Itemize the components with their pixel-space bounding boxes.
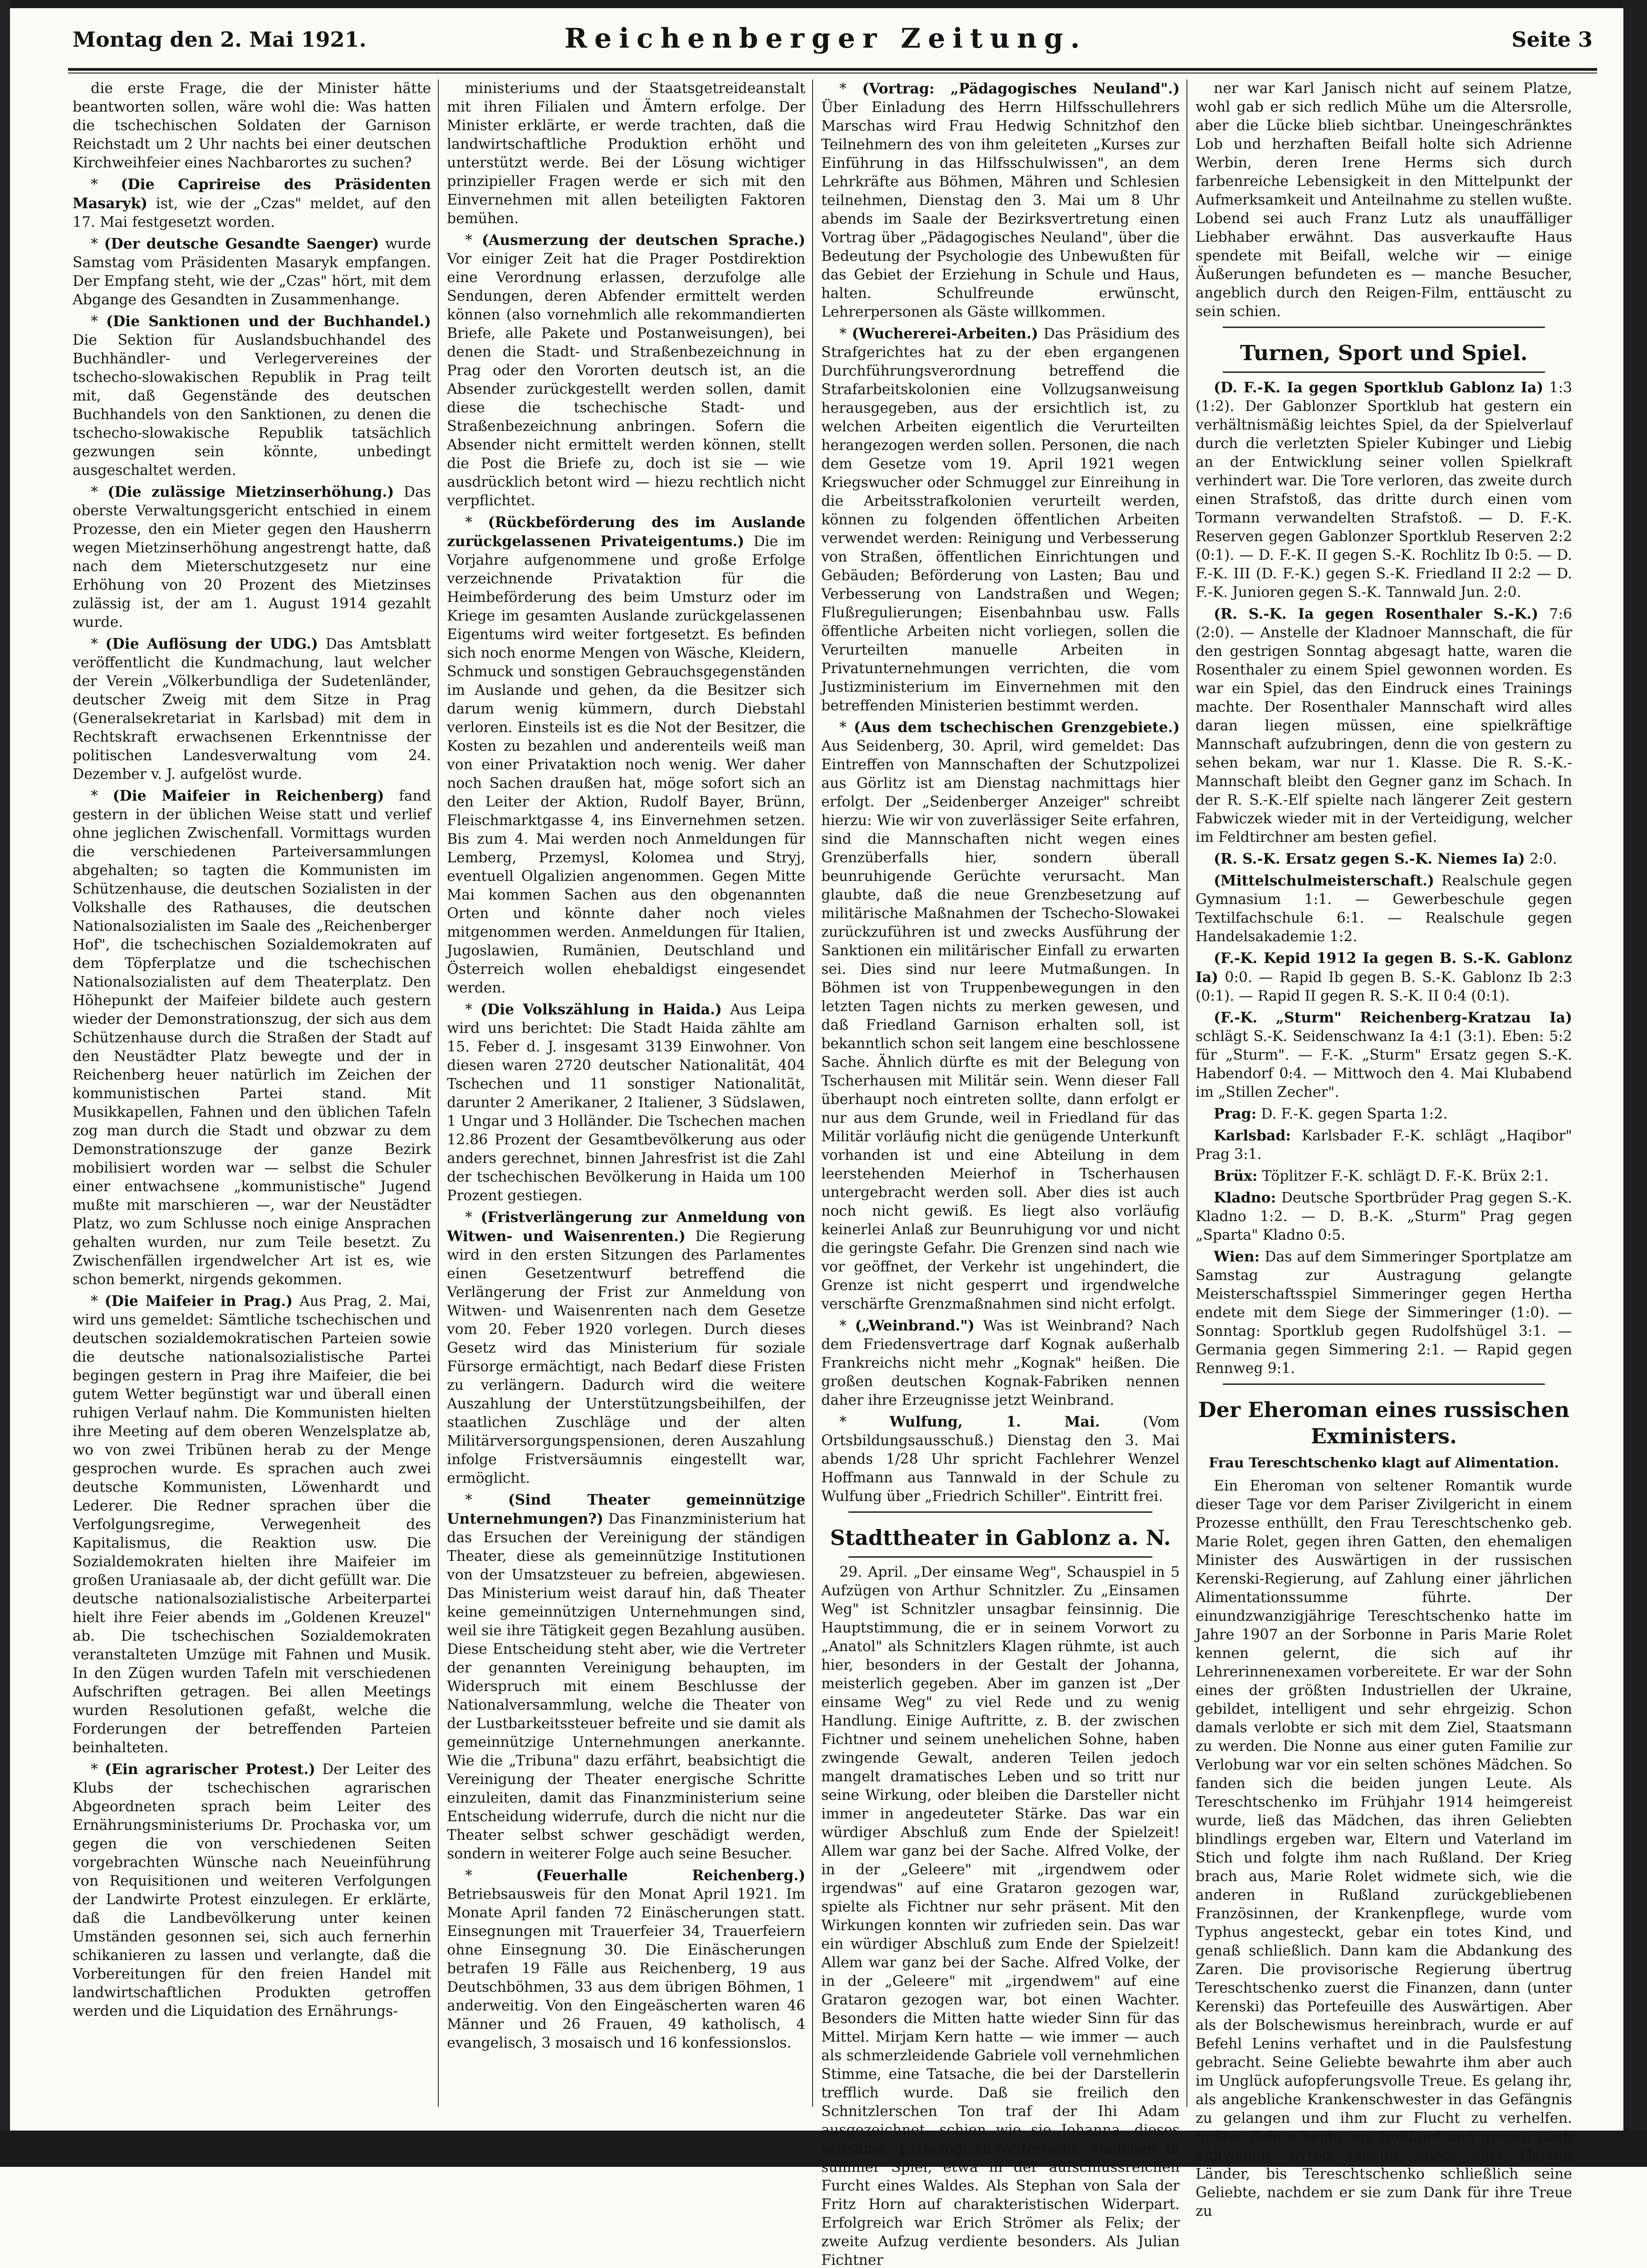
- article-heading: (Die Maifeier in Prag.): [104, 1293, 293, 1310]
- theater-title: Stadttheater in Gablonz a. N.: [830, 1525, 1171, 1550]
- article-heading: („Weinbrand."): [855, 1317, 975, 1334]
- scan-edge-top: [0, 0, 1647, 8]
- column-3-articles: [821, 79, 1180, 1506]
- article: [447, 1208, 805, 1488]
- asterisk-marker: *: [839, 326, 852, 342]
- sports-result: [1196, 1126, 1572, 1164]
- sports-result: [1196, 1105, 1572, 1124]
- section-rule: [1223, 371, 1545, 373]
- scan-edge-right: [1623, 0, 1647, 2167]
- article: [447, 1000, 805, 1205]
- article-body: ist, wie der „Czas" meldet, auf den 17. Mai festgesetzt worden.: [73, 196, 431, 230]
- article-heading: (Aus dem tschechischen Grenzgebiete.): [853, 719, 1180, 736]
- sports-result: [1196, 1167, 1572, 1186]
- section-rule: [848, 1511, 1152, 1513]
- match-heading: Prag:: [1214, 1105, 1257, 1122]
- article-body: (Vom Ortsbildungsausschuß.) Dienstag den 3. Mai abends 1/28 Uhr spricht Fachlehrer Wenzel Hoffmann aus Tannwald in der Schule zu Wulfung über „Friedrich Schiller". Eintritt frei.: [821, 1414, 1180, 1505]
- sports-results: [1196, 378, 1572, 1378]
- asterisk-marker: *: [91, 313, 106, 330]
- article: [73, 1292, 431, 1757]
- novel-text: Ein Eheroman von seltener Romantik wurde dieser Tage vor dem Pariser Zivilgericht in einem Prozesse enthüllt, den Frau Tereschtschenko geb. Marie Rolet, gegen ihren Gatten, den ehemaligen Minister des Auswärtigen in der russischen Kerenski-Regierung, auf Zahlung einer jährlichen Alimentationssumme führte. Der einundzwanzigjährige Tereschtschenko hatte im Jahre 1907 an der Sorbonne in Paris Marie Rolet kennen gelernt, die sich auf ihr Lehrerinnenexamen vorbereitete. Er war der Sohn eines der größten Industriellen der Ukraine, gebildet, intelligent und sehr ehrgeizig. Schon damals verlobte er sich mit dem Ziel, Staatsmann zu werden. Die Nonne aus einer guten Familie zur Verlobung war vor ein selten schönes Mädchen. So fanden sich die beiden jungen Leute. Als Tereschtschenko im Frühjahr 1914 heimgereist wurde, ließ das Mädchen, das ihren Geliebten blindlings ergeben war, Eltern und Vaterland im Stich und folgte ihm nach Rußland. Der Krieg brach aus, Marie Rolet widmete sich, wie die anderen in Rußland zurückgebliebenen Französinnen, der Krankenpflege, wurde vom Typhus angesteckt, gebar ein totes Kind, und genaß schließlich. Dann kam die Abdankung des Zaren. Die provisorische Regierung übertrug Tereschtschenko zuerst die Finanzen, dann (unter Kerenski) das Portefeuille des Auswärtigen. Aber als der Bolschewismus hereinbrach, wurde er auf Befehl Lenins verhaftet und in die Paulsfestung gebracht. Seine Geliebte bewahrte ihm aber auch im Unglück aufopferungsvolle Treue. Es gelang ihr, als angebliche Krankenschwester in das Gefängnis zu gelangen und ihm zur Flucht zu verhelfen. Später flohen beide aus Rußland und gingen nach Schweden, irrten ruhelos durch aller Herren Länder, bis Tereschtschenko schließlich seine Geliebte, nachdem er sie zum Dank für ihre Treue zu: [1196, 1478, 1572, 2219]
- article: [73, 635, 431, 784]
- article-heading: (Die Maifeier in Reichenberg): [113, 787, 384, 804]
- sports-result: [1196, 1008, 1572, 1102]
- match-report: 7:6 (2:0). — Anstelle der Kladnoer Mannschaft, die für den gestrigen Sonntag abgesagt hatte, waren die Rosenthaler zu einem Spiel gewonnen worden. Es war ein Spiel, das den Eindruck eines Trainings machte. Der Rosenthaler Mannschaft wird alles daran liegen müssen, eine spielkräftige Mannschaft aufzubringen, denn die von gestern zu sehen bekam, war nur 1. Klasse. Die R. S.-K.-Mannschaft bleibt den Gegner ganz im Schach. In der R. S.-K.-Elf spielte nach längerer Zeit gestern Fabwiczek wieder mit in der Verteidigung, welcher im Feldtirchner am besten gefiel.: [1196, 606, 1572, 846]
- article-heading: Wulfung, 1. Mai.: [889, 1413, 1100, 1430]
- match-report: Realschule gegen Gymnasium 1:1. — Gewerbeschule gegen Textilfachschule 6:1. — Realschule gegen Handelsakademie 1:2.: [1196, 873, 1572, 945]
- novel-title: Der Eheroman eines russischen Exministers.: [1198, 1398, 1570, 1448]
- article-heading: (Die Auflösung der UDG.): [105, 635, 318, 652]
- article: [447, 231, 805, 510]
- asterisk-marker: *: [465, 1209, 481, 1226]
- sports-result: [1196, 378, 1572, 602]
- asterisk-marker: *: [91, 1293, 105, 1310]
- section-rule: [1223, 327, 1545, 328]
- asterisk-marker: *: [465, 1002, 480, 1018]
- asterisk-marker: *: [465, 232, 482, 249]
- article: [447, 1491, 805, 1863]
- article: [447, 513, 805, 997]
- asterisk-marker: *: [91, 1761, 105, 1778]
- article: [447, 79, 805, 228]
- article-heading: (Der deutsche Gesandte Saenger): [104, 235, 379, 252]
- match-report: Deutsche Sportbrüder Prag gegen S.-K. Kladno 1:2. — D. B.-K. „Sturm" Prag gegen „Sparta" Kladno 0:5.: [1196, 1190, 1573, 1243]
- sports-result: [1196, 871, 1572, 946]
- article-body: Vor einiger Zeit hat die Prager Postdirektion eine Verordnung erlassen, derzufolge alle Sendungen, deren Abfender ermittelt werden können (also vornehmlich alle rekommandierten Briefe, alle Pakete und Postanweisungen), bei denen die Stadt- und Straßenbezeichnung in Prag oder den Vororten deutsch ist, an die Absender zurückgestellt werden sollen, damit diese die tschechische Stadt- und Straßenbezeichnung anbringen. Sofern die Absender nicht ermittelt werden können, stellt die Post die Briefe zu, doch ist sie — wie ausdrücklich betont wird — hiezu rechtlich nicht verpflichtet.: [447, 251, 805, 509]
- match-heading: (F.-K. „Sturm" Reichenberg-Kratzau Ia): [1214, 1009, 1572, 1026]
- match-heading: Karlsbad:: [1214, 1127, 1291, 1144]
- asterisk-marker: *: [91, 176, 121, 193]
- sports-result: [1196, 1247, 1572, 1378]
- article-body: Aus Prag, 2. Mai, wird uns gemeldet: Sämtliche tschechischen und deutschen sozialdemokratischen Parteien sowie die deutsche nationalsozialistische Partei begingen gestern in Prag ihre Maifeier, die bei gutem Wetter begünstigt war und überall einen ruhigen Verlauf nahm. Die Kommunisten hielten ihre Meeting auf dem oberen Wenzelsplatze ab, wo von zwei Tribünen herab zu der Menge gesprochen wurde. Es sprachen auch zwei deutsche Kommunisten, Löwenhardt und Lederer. Die Redner sprachen über die Verfolgungsregime, Verwegenheit des Kapitalismus, die Reaktion usw. Die Sozialdemokraten hielten ihre Maifeier im großen Uraniasaale ab, der dicht gefüllt war. Die deutsche nationalsozialistische Arbeiterpartei hielt ihre Feier abends im „Goldenen Kreuzel" ab. Die tschechischen Sozialdemokraten veranstalteten Umzüge mit Fahnen und Musik. In den Zügen wurden Tafeln mit verschiedenen Aufschriften getragen. Bei allen Meetings wurden Resolutionen gefaßt, welche die Forderungen der betreffenden Parteien beinhalteten.: [73, 1293, 431, 1756]
- asterisk-marker: *: [91, 484, 108, 500]
- article-body: Das Präsidium des Strafgerichtes hat zu der eben ergangenen Durchführungsverordnung betreffend die Strafarbeitskolonien eine Vollzugsanweisung herausgegeben, aus der ersichtlich ist, zu welchen Arbeiten eigentlich die Verurteilten herangezogen werden sollen. Personen, die nach dem Gesetze vom 19. April 1921 wegen Kriegswucher oder Schmuggel zur Einreihung in die Arbeitsstrafkolonien verurteilt werden, können zu folgenden öffentlichen Arbeiten verwendet werden: Reinigung und Verbesserung von Straßen, öffentlichen Einrichtungen und Gebäuden; Beförderung von Lasten; Bau und Verbesserung von Landstraßen und Wegen; Flußregulierungen; Eisenbahnbau usw. Falls öffentliche Arbeiten nicht vorliegen, sollen die Verurteilten manuelle Arbeiten in Privatunternehmungen verrichten, die vom Justizministerium im Einvernehmen mit den betreffenden Ministerien bestimmt werden.: [821, 326, 1180, 714]
- section-rule: [1223, 1383, 1545, 1385]
- match-report: Töplitzer F.-K. schlägt D. F.-K. Brüx 2:1.: [1262, 1168, 1549, 1184]
- match-report: Karlsbader F.-K. schlägt „Haqibor" Prag 3:1.: [1196, 1128, 1572, 1163]
- match-heading: (Mittelschulmeisterschaft.): [1214, 872, 1434, 889]
- match-report: 1:3 (1:2). Der Gablonzer Sportklub hat gestern ein verhältnismäßig leichtes Spiel, da der Spielverlauf durch die verletzten Spieler Kubinger und Liebig an der Entwicklung seiner vollen Spielkraft verhindert war. Die Tore verloren, das zweite durch einen Strafstoß, das dritte durch einen vom Tormann verwandelten Strafstoß. — D. F.-K. Reserven gegen Gablonzer Sportklub Reserven 2:2 (0:1). — D. F.-K. II gegen S.-K. Rochlitz Ib 0:5. — D. F.-K. III (D. F.-K.) gegen S.-K. Friedland II 2:2 — D. F.-K. Junioren gegen S.-K. Tannwald Jun. 2:0.: [1196, 380, 1573, 601]
- article-body: Über Einladung des Herrn Hilfsschullehrers Marschas wird Frau Hedwig Schnitzhof den Teilnehmern des von ihm geleiteten „Kurses zur Einführung in das Hilfsschulwissen", an dem Lehrkräfte aus Böhmen, Mähren und Schlesien teilnehmen, Dienstag den 3. Mai um 8 Uhr abends im Saale der Bezirksvertretung einen Vortrag über „Pädagogisches Neuland", über die Bedeutung der Psychologie des Unbewußten für das Gebiet der Erziehung in Schule und Haus, halten. Schulfreunde erwünscht, Lehrerpersonen als Gäste willkommen.: [821, 99, 1180, 320]
- match-heading: Kladno:: [1214, 1189, 1276, 1206]
- theater-review-continued: ner war Karl Janisch nicht auf seinem Platze, wohl gab er sich redlich Mühe um die Altersrolle, aber die Lücke blieb sichtbar. Uneingeschränktes Lob und herzhaften Beifall holte sich Adrienne Werbin, deren Irene Herms sich durch farbenreiche Lebensigkeit in den Mittelpunkt der Aufmerksamkeit und Anteilnahme zu stellen wußte. Lobend sei auch Franz Lutz als unauffälliger Liebhaber erwähnt. Das ausverkaufte Haus spendete mit Beifall, welche wir — einige Äußerungen befundeten es — manche Besucher, angeblich durch den Reigen-Film, enttäuscht zu sein schien.: [1196, 80, 1572, 320]
- article-body: ministeriums und der Staatsgetreideanstalt mit ihren Filialen und Ämtern erfolge. Der Minister erklärte, er werde trachten, daß die landwirtschaftliche Produktion erhöht und unterstützt werde. Bei der Lösung wichtiger prinzipieller Fragen werde er sich mit den Einvernehmen mit allen beteiligten Faktoren bemühen.: [447, 80, 805, 227]
- article-heading: (Vortrag: „Pädagogisches Neuland".): [862, 80, 1180, 97]
- match-report: schlägt S.-K. Seidenschwanz Ia 4:1 (3:1). Eben: 5:2 für „Sturm". — F.-K. „Sturm" Ersatz gegen S.-K. Habendorf 0:4. — Mittwoch den 4. Mai Klubabend im „Stillen Zecher".: [1196, 1028, 1572, 1100]
- sports-result: [1196, 949, 1572, 1006]
- article-body: Das Finanzministerium hat das Ersuchen der Vereinigung der ständigen Theater, diese als gemeinnützige Institutionen von der Umsatzsteuer zu befreien, abgewiesen. Das Ministerium weist darauf hin, daß Theater keine gemeinnützigen Unternehmungen sind, weil sie ihre Tätigkeit gegen Bezahlung ausüben. Diese Entscheidung steht aber, wie die Vertreter der genannten Vereinigung behaupten, im Widerspruch mit einem Beschlusse der Nationalversammlung, welche die Theater von der Lustbarkeitssteuer befreite und sie damit als gemeinnützige Unternehmungen anerkannte. Wie die „Tribuna" dazu erfährt, beabsichtigt die Vereinigung der Theater energische Schritte einzuleiten, damit das Finanzministerium seine Entscheidung widerrufe, durch die nicht nur die Theater selbst schwer geschädigt werden, sondern in weiterer Folge auch seine Besucher.: [447, 1511, 805, 1862]
- article-body: Aus Leipa wird uns berichtet: Die Stadt Haida zählte am 15. Feber d. J. insgesamt 3139 Einwohner. Von diesen waren 2720 deutscher Nationalität, 404 Tschechen und 11 sonstiger Nationalität, darunter 2 Amerikaner, 2 Italiener, 3 Südslawen, 1 Ungar und 3 Holländer. Die Tschechen machen 12.86 Prozent der Gesamtbevölkerung aus oder anders gerechnet, binnen Jahresfrist ist die Zahl der tschechischen Bevölkerung in Haida um 100 Prozent gestiegen.: [447, 1002, 806, 1204]
- article: [821, 79, 1180, 322]
- article-heading: (Rückbeförderung des im Auslande zurückgelassenen Privateigentums.): [447, 514, 806, 550]
- theater-review: 29. April. „Der einsame Weg", Schauspiel in 5 Aufzügen von Arthur Schnitzler. Zu „Einsamen Weg" ist Schnitzler unsagbar feinsinnig. Die Hauptstimmung, die er in seinem Vorwort zu „Anatol" als Schnitzlers Klagen rühmte, ist auch hier, besonders in der Gestalt der Johanna, meisterlich gegeben. Aber im ganzen ist „Der einsame Weg" zu viel Rede und zu wenig Handlung. Einige Auftritte, z. B. der zwischen Fichtner und seinem unehelichen Sohne, haben zwingende Gewalt, anderen Teilen jedoch mangelt dramatisches Leben und so tritt nur seine Wirkung, oder bleiben die Darsteller nicht immer in angedeuteter Stärke. Das war ein würdiger Abschluß zum Ende der Spielzeit! Allem war ganz bei der Sache. Alfred Volke, der in der „Geleere" mit „irgendwem oder irgendwas" auf eine Grataron gezogen war, spielte als Fichtner nur sehr präsent. Mit den Wirkungen konnten wir zufrieden sein. Das war ein würdiger Abschluß zum Ende der Spielzeit! Allem war ganz bei der Sache. Alfred Volke, der in der „Geleere" mit „irgendwem" auf eine Grataron gezogen war, bot einen Wachter. Besonders die Mitten hatte wieder Sinn für das Mittel. Mirjam Kern hatte — wie immer — auch als schmerzleidende Gabriele voll vernehmlichen Stimme, eine Tatsache, die bei der Darstellerin trefflich wurde. Daß sie freilich den Schnitzlerschen Ton traf der Ihi Adam ausgezeichnet, schien wie sie Johanna, dieses seltsame, pathologisch-hysterische Mädchen in summer Spiel, etwa in der aufschlussreichen Furcht eines Waldes. Als Stephan von Sala der Fritz Horn auf charakteristischen Widerpart. Erfolgreich war Erich Strömer als Felix; der zweite Aufzug verdiente besonders. Als Julian Fichtner: [821, 1564, 1180, 2268]
- article: [447, 1866, 805, 2053]
- sports-result: [1196, 605, 1572, 847]
- match-report: 2:0.: [1529, 851, 1557, 867]
- match-heading: Wien:: [1214, 1248, 1260, 1265]
- match-heading: (F.-K. Kepid 1912 Ia gegen B. S.-K. Gablonz Ia): [1196, 950, 1572, 986]
- article-body: Der Leiter des Klubs der tschechischen agrarischen Abgeordneten sprach beim Leiter des Ernährungsministeriums Dr. Prochaska vor, um gegen die von verschiedenen Seiten vorgebrachten Wünsche nach Neueinführung von Requisitionen und weiteren Verfolgungen der Landwirte Protest einzulegen. Er erklärte, daß die Landbevölkerung unter keinen Umständen gesonnen sei, sich auch fernerhin schikanieren zu lassen und verlangte, daß die Vorbereitungen für den freien Handel mit landwirtschaftlichen Produkten getroffen werden und die Liquidation des Ernährungs-: [73, 1761, 431, 2019]
- article-heading: (Ausmerzung der deutschen Sprache.): [482, 232, 806, 249]
- article-heading: (Ein agrarischer Protest.): [104, 1761, 316, 1778]
- column-4: [1196, 79, 1573, 2219]
- asterisk-marker: *: [91, 788, 113, 804]
- article-body: wurde Samstag vom Präsidenten Masaryk empfangen. Der Empfang steht, wie der „Czas" hört, mit dem Abgange des Gesandten in Zusammenhange.: [73, 236, 431, 308]
- article-body: Das Amtsblatt veröffentlicht die Kundmachung, laut welcher der Verein „Völkerbundliga der Sudetenländer, deutscher Zweig mit dem Sitze in Prag (Generalsekretariat in Karlsbad) mit dem in Rechtskraft erwachsenen Erkenntnisse der politischen Landesverwaltung vom 24. Dezember v. J. aufgelöst wurde.: [73, 636, 431, 782]
- article: [821, 1413, 1180, 1506]
- asterisk-marker: *: [465, 1867, 536, 1884]
- article: [73, 787, 431, 1289]
- column-separator: [812, 79, 813, 2107]
- article-heading: (Fristverlängerung zur Anmeldung von Witwen- und Waisenrenten.): [447, 1209, 805, 1245]
- article-body: die erste Frage, die der Minister hätte beantworten sollen, wäre wohl die: Was hatten die tschechischen Soldaten der Garnison Reichstadt um 2 Uhr nachts bei einer deutschen Kirchweihfeier eines Nachbarortes zu suchen?: [73, 80, 431, 171]
- article: [821, 1316, 1180, 1410]
- column-1: [73, 79, 431, 2107]
- article: [73, 1760, 431, 2021]
- asterisk-marker: *: [91, 636, 106, 652]
- column-separator: [438, 79, 439, 2107]
- article-heading: (Die zulässige Mietzinserhöhung.): [108, 484, 394, 500]
- sports-title: Turnen, Sport und Spiel.: [1240, 341, 1528, 365]
- match-heading: Brüx:: [1214, 1168, 1258, 1184]
- article-body: Aus Seidenberg, 30. April, wird gemeldet: Das Eintreffen von Mannschaften der Schutzpolizei aus Görlitz ist am Dienstag nachmittags hier erfolgt. Der „Seidenberger Anzeiger" schreibt hierzu: Wie wir von zuverlässiger Seite erfahren, sind die Mannschaften nicht wegen eines Grenzüberfalls hier, sondern überall beunruhigende Gerüchte verursacht. Man glaubte, daß die neue Grenzbesetzung auf militärische Maßnahmen der Tschecho-Slowakei zurückzuführen ist und zwecks Ausführung der Sanktionen ein militärischer Einfall zu erwarten sei. Dies sind nur leere Mutmaßungen. In Böhmen ist von Truppenbewegungen in den letzten Tagen nichts zu merken gewesen, und daß Friedland Garnison erhalten soll, ist bekanntlich schon seit langem eine beschlossene Sache. Ähnlich dürfte es mit der Belegung von Tscherhausen mit Militär sein. Wenn dieser Fall überhaupt noch eintreten sollte, dann erfolgt er nur aus dem Grunde, weil in Friedland für das Militär vorläufig nicht die genügende Unterkunft vorhanden ist und eine Abteilung in dem leerstehenden Meierhof in Tscherhausen untergebracht werden soll. Aber dies ist auch noch nicht gewiß. Es liegt also vorläufig keinerlei Anlaß zur Beunruhigung vor und nicht die geringste Gefahr. Die Grenzen sind nach wie vor geöffnet, der Verkehr ist ungehindert, die Grenze ist nicht gesperrt und irgendwelche verschärfte Grenzmaßnahmen sind nicht erfolgt.: [821, 738, 1180, 1312]
- asterisk-marker: *: [465, 514, 488, 531]
- article-body: Betriebsausweis für den Monat April 1921. Im Monate April fanden 72 Einäscherungen statt. Einsegnungen mit Trauerfeier 34, Trauerfeiern ohne Einsegnung 30. Die Einäscherungen betrafen 19 Fälle aus Reichenberg, 19 aus Deutschböhmen, 33 aus dem übrigen Böhmen, 1 anderweitig. Von den Eingeäscherten waren 46 Männer und 26 Frauen, 49 katholisch, 4 evangelisch, 3 mosaisch und 16 konfessionslos.: [447, 1886, 805, 2051]
- match-report: 0:0. — Rapid Ib gegen B. S.-K. Gablonz Ib 2:3 (0:1). — Rapid II gegen R. S.-K. II 0:4 (0:1).: [1196, 969, 1573, 1004]
- article: [73, 175, 431, 232]
- asterisk-marker: *: [839, 719, 854, 736]
- newspaper-title: Reichenberger Zeitung.: [564, 23, 1087, 54]
- article: [73, 79, 431, 172]
- asterisk-marker: *: [839, 1318, 855, 1334]
- match-report: Das auf dem Simmeringer Sportplatze am Samstag zur Austragung gelangte Meisterschaftsspiel Simmeringer gegen Hertha endete mit dem Siege der Simmeringer (1:0). — Sonntag: Sportklub gegen Rudolfshügel 3:1. — Germania gegen Simmering 2:1. — Rapid gegen Rennweg 9:1.: [1196, 1249, 1572, 1377]
- article: [821, 718, 1180, 1314]
- article-heading: (Sind Theater gemeinnützige Unternehmungen?): [447, 1491, 805, 1527]
- asterisk-marker: *: [91, 236, 104, 252]
- novel-subtitle: Frau Tereschtschenko klagt auf Alimentation.: [1208, 1455, 1559, 1471]
- scan-edge-left: [0, 0, 10, 2167]
- asterisk-marker: *: [465, 1492, 508, 1508]
- sports-result: [1196, 850, 1572, 869]
- match-report: D. F.-K. gegen Sparta 1:2.: [1261, 1106, 1448, 1122]
- match-heading: (D. F.-K. Ia gegen Sportklub Gablonz Ia): [1214, 379, 1544, 396]
- article-body: Das oberste Verwaltungsgericht entschied in einem Prozesse, den ein Mieter gegen den Hausherrn wegen Mietzinserhöhung angestrengt hatte, daß nach dem Mieterschutzgesetz nur eine Erhöhung von 20 Prozent des Mietzinses zulässig ist, der am 1. August 1914 gezahlt wurde.: [73, 484, 431, 631]
- match-heading: (R. S.-K. Ia gegen Rosenthaler S.-K.): [1214, 606, 1539, 622]
- article-body: fand gestern in der üblichen Weise statt und verlief ohne jeglichen Zwischenfall. Vormittags wurden die verschiedenen Parteiversammlungen abgehalten; so tagten die Kommunisten im Schützenhause, die deutschen Sozialisten in der Volkshalle des Rathauses, die deutschen Nationalsozialisten im Saale des „Reichenberger Hof", die tschechischen Sozialdemokraten auf dem Töpferplatze und die tschechischen Nationalsozialisten auf dem Theaterplatz. Den Höhepunkt der Maifeier bildete auch gestern wieder der Demonstrationszug, der sich aus dem Schützenhause durch die Straßen der Stadt auf den Neustädter Platz bewegte und der in Reichenberg heuer natürlich im Zeichen der kommunistischen Partei stand. Mit Musikkapellen, Fahnen und den üblichen Tafeln zog man durch die Stadt und obzwar zu dem Demonstrationszuge der ganze Bezirk mobilisiert worden war — selbst die Schuler einer entwachsene „kommunistische" Jugend mußte mit marschieren —, war der Neustädter Platz, wo zum Schlusse noch einige Ansprachen gehalten wurden, nur zum Teile besetzt. Zu Zwischenfällen irgendwelcher Art ist es, wie schon bemerkt, nirgends gekommen.: [73, 788, 431, 1288]
- article-heading: (Feuerhalle Reichenberg.): [536, 1867, 805, 1884]
- article-body: Die Regierung wird in den ersten Sitzungen des Parlamentes einen Gesetzentwurf betreffend die Verlängerung der Frist zur Anmeldung von Witwen- und Waisenrenten nach dem Gesetze vom 20. Feber 1920 vorlegen. Durch dieses Gesetz wird das Ministerium für soziale Fürsorge ermächtigt, nach Bedarf diese Fristen zu verlängern. Dadurch wird die weitere Auszahlung der Unterstützungsbeihilfen, der staatlichen Zuschläge und der alten Militärversorgungspensionen, deren Auszahlung infolge Fristversäumnis eingestellt war, ermöglicht.: [447, 1228, 805, 1486]
- page-number: Seite 3: [1511, 27, 1593, 52]
- sports-result: [1196, 1188, 1572, 1245]
- article: [821, 324, 1180, 715]
- article-heading: (Die Sanktionen und der Buchhandel.): [106, 313, 431, 330]
- article-body: Was ist Weinbrand? Nach dem Friedensvertrage darf Kognak außerhalb Frankreichs nicht mehr „Kognak" heißen. Die großen deutschen Kognak-Fabriken nennen daher ihre Erzeugnisse jetzt Weinbrand.: [821, 1318, 1180, 1408]
- issue-date: Montag den 2. Mai 1921.: [73, 27, 367, 52]
- article-body: Die Sektion für Auslandsbuchhandel des Buchhändler- und Verlegervereines der tschecho-slowakischen Republik in Prag teilt mit, daß Gegenstände des deutschen Buchhandels von den Sanktionen, zu denen die tschecho-slowakische Republik tatsächlich gezwungen sein könnte, unbedingt ausgeschaltet werden.: [73, 332, 431, 479]
- asterisk-marker: *: [839, 81, 863, 97]
- article: [73, 312, 431, 480]
- match-heading: (R. S.-K. Ersatz gegen S.-K. Niemes Ia): [1214, 850, 1525, 867]
- article: [73, 483, 431, 632]
- section-rule: [848, 1556, 1152, 1558]
- column-3: [821, 79, 1180, 2268]
- masthead-rule: [68, 68, 1597, 71]
- column-separator: [1186, 79, 1187, 2107]
- article-heading: (Die Caprireise des Präsidenten Masaryk): [73, 176, 431, 212]
- column-2: [447, 79, 805, 2107]
- article-heading: (Die Volkszählung in Haida.): [480, 1001, 722, 1018]
- masthead: [54, 18, 1597, 59]
- article-body: Die im Vorjahre aufgenommene und große Erfolge verzeichnende Privataktion für die Heimbeförderung des beim Umsturz oder im Kriege im gesamten Auslande zurückgelassenen Eigentums wird weiter fortgesetzt. Es befinden sich noch enorme Mengen von Wäsche, Kleidern, Schmuck und sonstigen Gebrauchsgegenständen im Auslande und gehen, da die Besitzer sich darum wenig kümmern, durch Diebstahl verloren. Einsteils ist es die Not der Besitzer, die Kosten zu bezahlen und anderenteils weiß man von einer Privataktion noch wenig. Wer daher noch Sachen draußen hat, möge sofort sich an den Leiter der Aktion, Rudolf Bayer, Brünn, Fleischmarktgasse 4, ins Einvernehmen setzen. Bis zum 4. Mai werden noch Anmeldungen für Lemberg, Przemysl, Kolomea und Stryj, eventuell Olgalizien angenommen. Gegen Mitte Mai kommen Sachen aus den obgenannten Orten und könnte daher noch vieles mitgenommen werden. Anmeldungen für Italien, Jugoslawien, Rumänien, Deutschland und Österreich wollen ehebaldigst eingesendet werden.: [447, 533, 806, 996]
- article: [73, 235, 431, 309]
- article-heading: (Wuchererei-Arbeiten.): [852, 325, 1039, 342]
- asterisk-marker: *: [839, 1414, 890, 1430]
